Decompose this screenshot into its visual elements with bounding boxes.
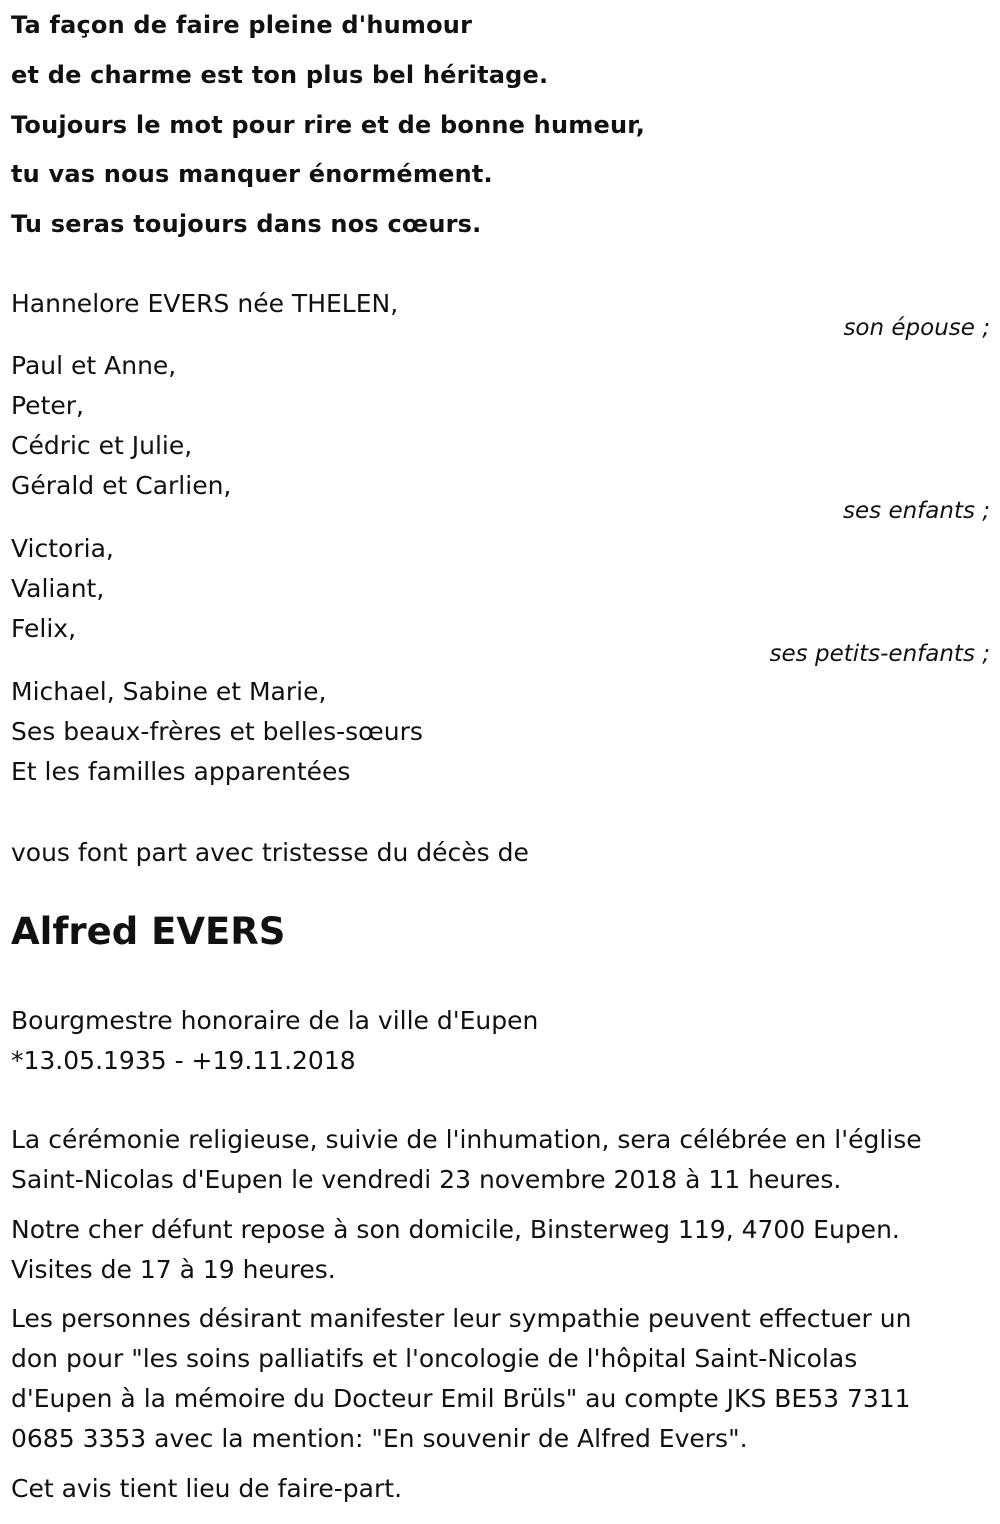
visitation-text: Visites de 17 à 19 heures. (11, 1255, 336, 1284)
visitation-text: Notre cher défunt repose à son domicile, Binsterweg 119, 4700 Eupen. (11, 1215, 900, 1244)
deceased-name: Alfred EVERS (11, 910, 286, 953)
family-member: Michael, Sabine et Marie, (11, 677, 327, 706)
role-children: ses enfants ; (843, 498, 990, 524)
family-member: Felix, (11, 614, 77, 643)
poem-line: et de charme est ton plus bel héritage. (11, 61, 549, 89)
announcement-text: vous font part avec tristesse du décès de (11, 838, 529, 867)
ceremony-text: Saint-Nicolas d'Eupen le vendredi 23 novembre 2018 à 11 heures. (11, 1165, 842, 1194)
ceremony-text: La cérémonie religieuse, suivie de l'inhumation, sera célébrée en l'église (11, 1125, 922, 1154)
donation-text: don pour "les soins palliatifs et l'oncologie de l'hôpital Saint-Nicolas (11, 1344, 858, 1373)
poem-line: Toujours le mot pour rire et de bonne humeur, (11, 111, 646, 139)
family-member: Cédric et Julie, (11, 431, 193, 460)
family-member: Valiant, (11, 574, 105, 603)
role-spouse: son épouse ; (843, 315, 990, 341)
donation-text: 0685 3353 avec la mention: "En souvenir de Alfred Evers". (11, 1424, 748, 1453)
poem-line: Tu seras toujours dans nos cœurs. (11, 210, 482, 238)
donation-text: Les personnes désirant manifester leur sympathie peuvent effectuer un (11, 1304, 912, 1333)
family-member: Victoria, (11, 534, 114, 563)
poem-line: tu vas nous manquer énormément. (11, 160, 493, 188)
deceased-title: Bourgmestre honoraire de la ville d'Eupen (11, 1006, 539, 1035)
family-member: Paul et Anne, (11, 351, 177, 380)
family-member: Gérald et Carlien, (11, 471, 232, 500)
family-member: Ses beaux-frères et belles-sœurs (11, 717, 423, 746)
donation-text: d'Eupen à la mémoire du Docteur Emil Brüls" au compte JKS BE53 7311 (11, 1384, 911, 1413)
family-member: Peter, (11, 391, 84, 420)
family-member: Et les familles apparentées (11, 757, 351, 786)
poem-line: Ta façon de faire pleine d'humour (11, 11, 473, 39)
deceased-dates: *13.05.1935 - +19.11.2018 (11, 1046, 356, 1075)
closing-note: Cet avis tient lieu de faire-part. (11, 1474, 403, 1503)
family-member: Hannelore EVERS née THELEN, (11, 289, 399, 318)
role-grandchildren: ses petits-enfants ; (769, 641, 990, 667)
